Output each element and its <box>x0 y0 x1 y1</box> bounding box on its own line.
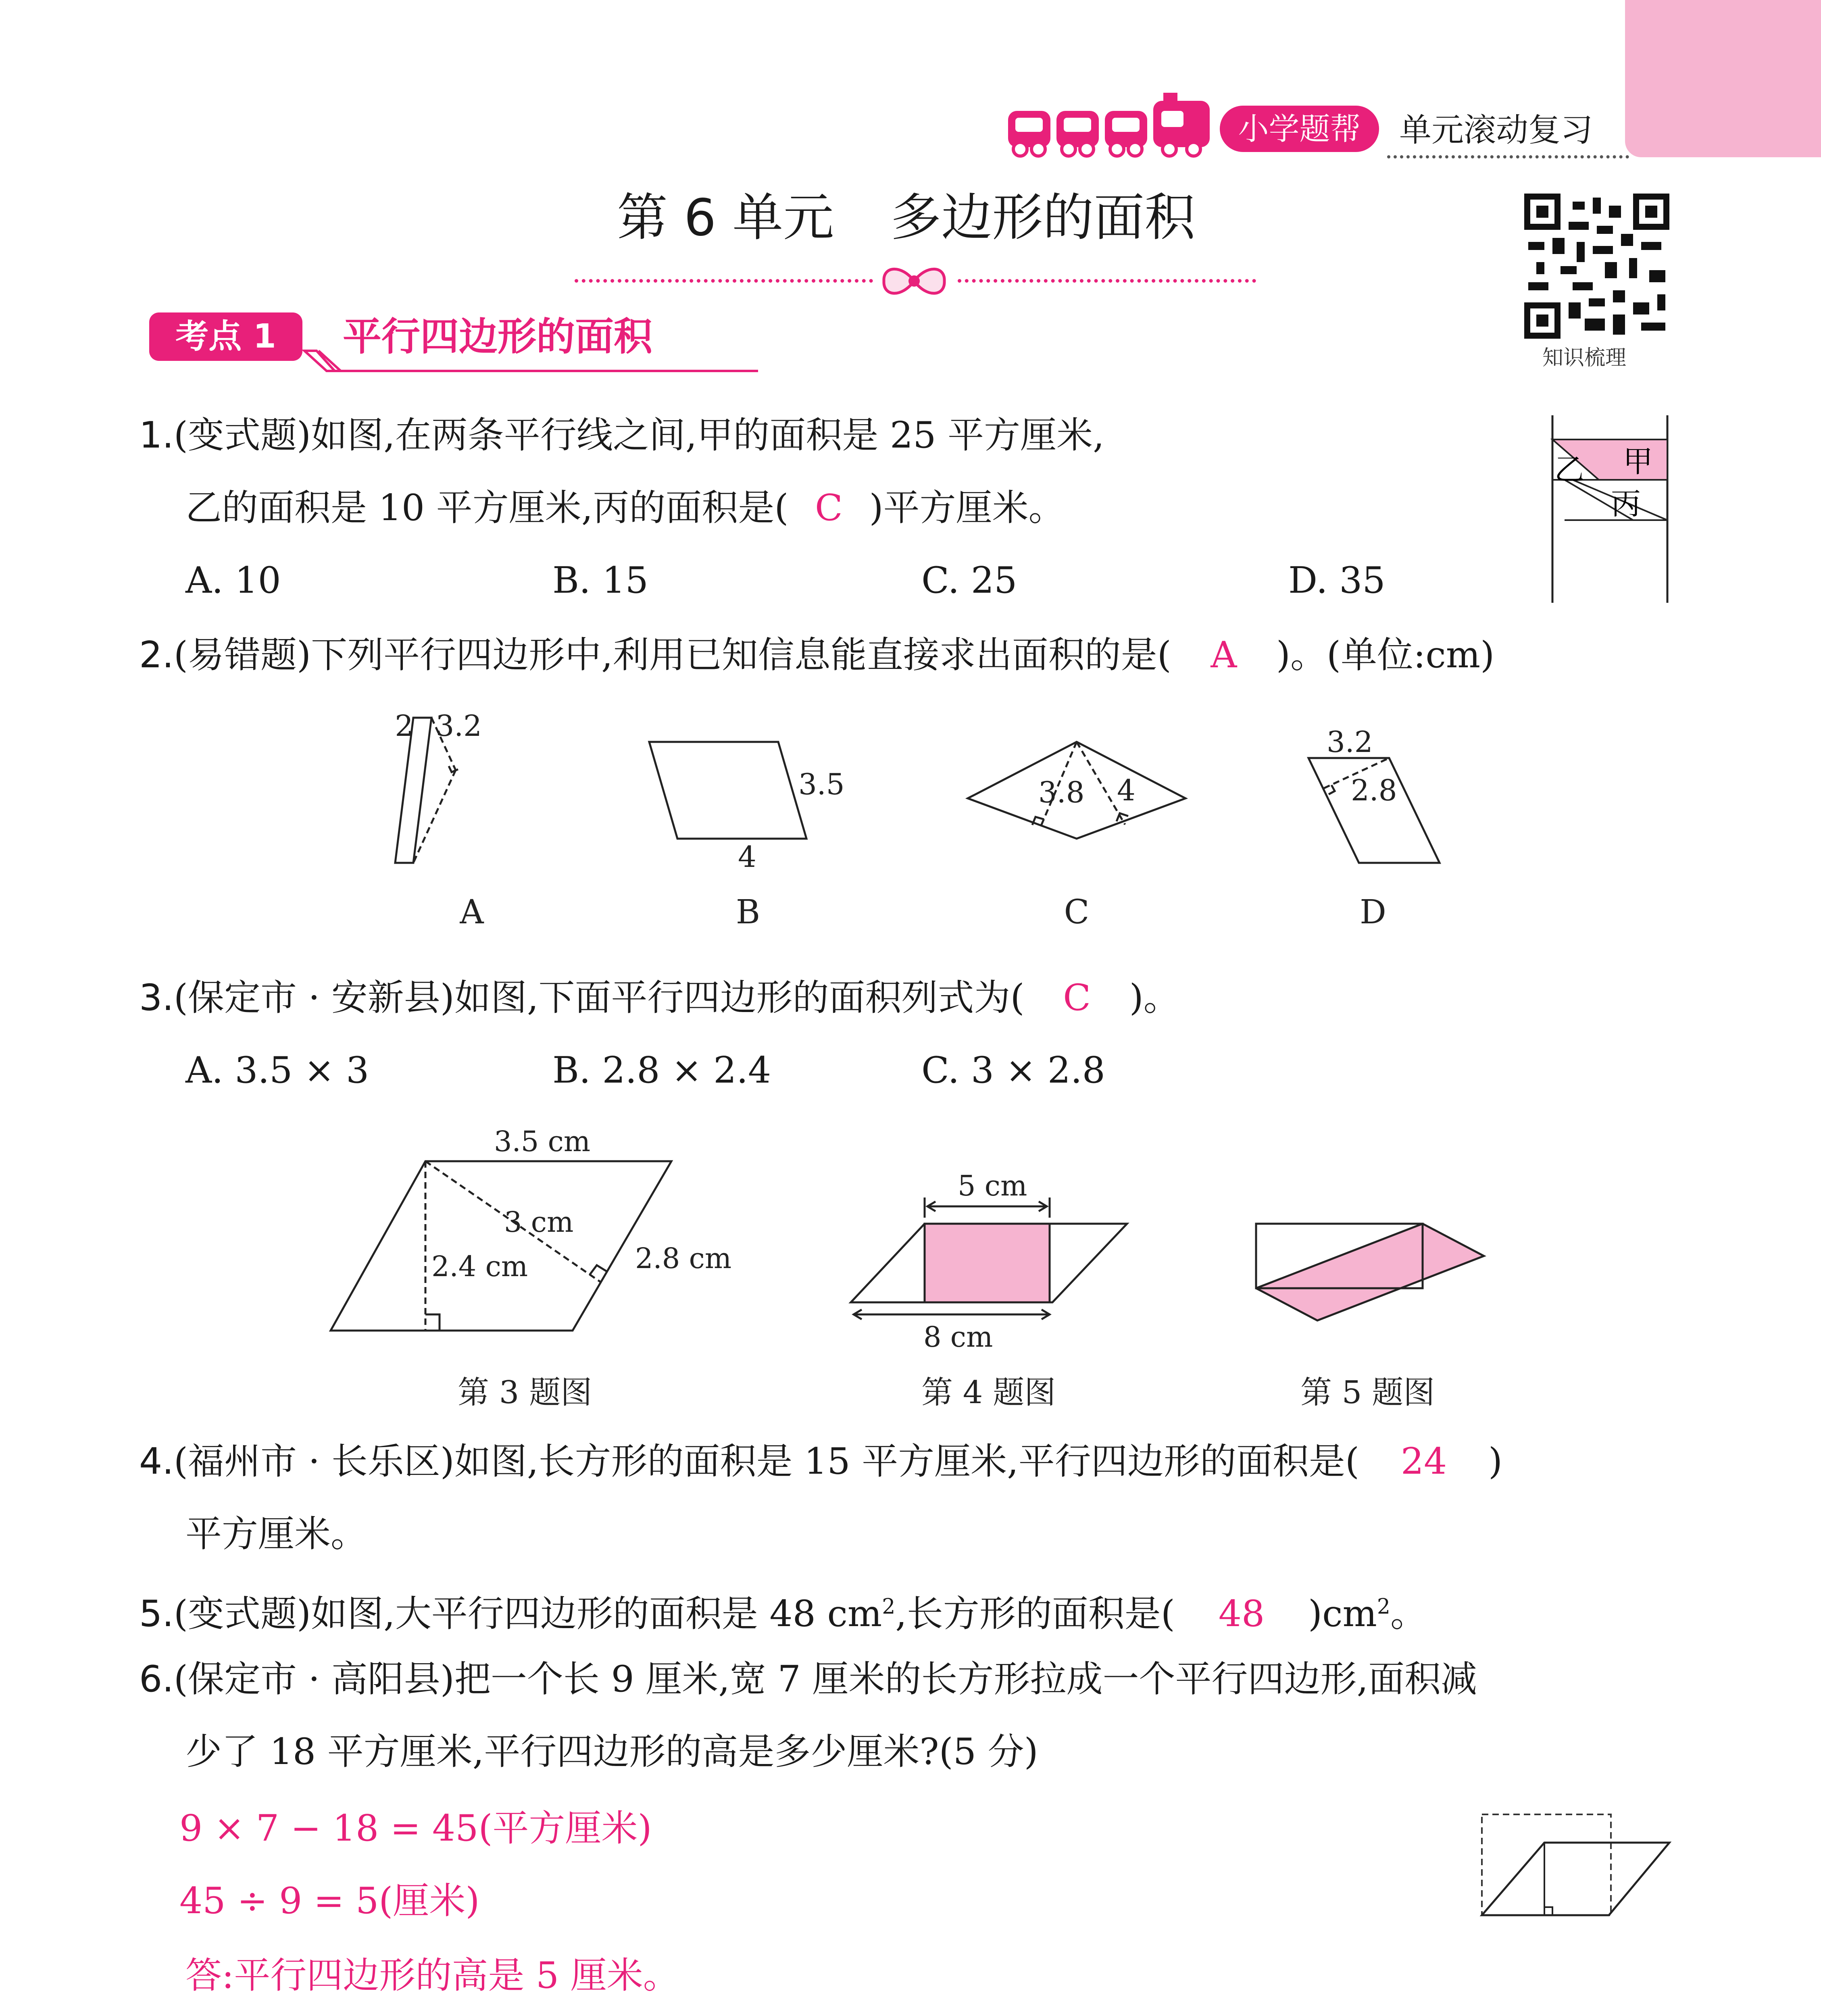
header-dotted-line <box>1387 155 1629 158</box>
question-4-line1 <box>139 1439 1502 1484</box>
q2-text-a: 下列平行四边形中,利用已知信息能直接求出面积的是( <box>311 634 1171 676</box>
q5-text-a: 如图,大平行四边形的面积是 48 cm <box>311 1593 882 1635</box>
q5-text-mid: ,长方形的面积是( <box>895 1593 1175 1635</box>
q2-number: 2. <box>139 634 174 676</box>
q1-option-c: C. 25 <box>921 559 1017 602</box>
q2-b-val1: 3.5 <box>798 767 845 801</box>
q6-number: 6. <box>139 1658 174 1700</box>
q2-tag: (易错题) <box>173 634 311 676</box>
question-6-line2: 少了 18 平方厘米,平行四边形的高是多少厘米?(5 分) <box>185 1731 1038 1773</box>
q3-text-b: )。 <box>1129 977 1180 1019</box>
brand-label: 小学题帮 <box>1238 111 1361 147</box>
q2-a-val1: 2 <box>395 709 413 743</box>
corner-tab <box>1625 0 1821 157</box>
question-1-line2 <box>185 486 1065 530</box>
brand-badge <box>1220 106 1379 152</box>
q1-answer: C <box>815 487 843 529</box>
q5-superscript: 2 <box>882 1595 896 1619</box>
q3-number: 3. <box>139 977 174 1019</box>
q2-fig-label-b: B <box>735 893 760 931</box>
q2-figures <box>383 702 1472 935</box>
q5-number: 5. <box>139 1593 174 1635</box>
fig4-label-top: 5 cm <box>958 1169 1027 1202</box>
fig3-label-top: 3.5 cm <box>494 1125 591 1158</box>
fig3-label-height: 2.4 cm <box>431 1250 528 1283</box>
unit-subtitle: 多边形的面积 <box>890 188 1196 247</box>
q3-option-c: C. 3 × 2.8 <box>921 1049 1105 1091</box>
q1-text-line2a: 乙的面积是 10 平方厘米,丙的面积是( <box>185 487 789 529</box>
fig5-caption: 第 5 题图 <box>1300 1375 1435 1411</box>
q5-text-b: )cm <box>1308 1593 1377 1635</box>
q3-tag: (保定市 · 安新县) <box>173 977 454 1019</box>
q3-option-b: B. 2.8 × 2.4 <box>552 1049 771 1091</box>
q3-option-a: A. 3.5 × 3 <box>185 1049 369 1091</box>
q3-answer: C <box>1063 977 1091 1019</box>
q1-text-line1: 如图,在两条平行线之间,甲的面积是 25 平方厘米, <box>311 414 1104 456</box>
question-5 <box>139 1585 1427 1636</box>
q1-label-yi: 乙 <box>1554 452 1584 487</box>
series-title: 单元滚动复习 <box>1399 111 1593 149</box>
q1-label-bing: 丙 <box>1611 487 1641 521</box>
q2-fig-label-a: A <box>460 893 484 931</box>
q2-d-val1: 3.2 <box>1327 725 1373 759</box>
question-3 <box>139 976 1180 1020</box>
train-icon <box>1004 93 1214 161</box>
q2-c-val2: 4 <box>1117 773 1136 807</box>
qr-caption: 知识梳理 <box>1542 346 1627 370</box>
figures-row <box>315 1117 1516 1415</box>
section-badge <box>149 312 302 361</box>
title-divider-right <box>958 279 1256 283</box>
q5-tag: (变式题) <box>173 1593 311 1635</box>
q2-fig-label-d: D <box>1360 893 1386 931</box>
fig4-caption: 第 4 题图 <box>921 1375 1056 1411</box>
q6-tag: (保定市 · 高阳县) <box>173 1658 454 1700</box>
q6-solution-step2: 45 ÷ 9 = 5(厘米) <box>179 1880 480 1922</box>
unit-number: 第 6 单元 <box>617 188 834 247</box>
q2-b-val2: 4 <box>738 840 756 874</box>
q4-answer: 24 <box>1400 1440 1447 1483</box>
question-4-line2: 平方厘米。 <box>185 1513 367 1555</box>
q1-option-b: B. 15 <box>552 559 648 602</box>
q6-solution-step1: 9 × 7 − 18 = 45(平方厘米) <box>179 1807 652 1849</box>
fig4-label-bottom: 8 cm <box>923 1320 993 1354</box>
question-6-line1 <box>139 1657 1477 1702</box>
q5-text-end: 。 <box>1390 1593 1427 1635</box>
q2-d-val2: 2.8 <box>1351 773 1397 807</box>
q4-text-a: 如图,长方形的面积是 15 平方厘米,平行四边形的面积是( <box>454 1440 1360 1483</box>
bow-icon <box>879 262 950 300</box>
q2-c-val1: 3.8 <box>1038 775 1085 809</box>
qr-code <box>1524 194 1669 339</box>
q1-figure <box>1540 415 1673 605</box>
q2-a-val2: 3.2 <box>435 709 482 743</box>
fig3-label-side: 2.8 cm <box>635 1242 732 1275</box>
unit-title <box>617 187 1195 248</box>
q1-text-line2b: )平方厘米。 <box>869 487 1065 529</box>
q4-number: 4. <box>139 1440 174 1483</box>
q5-superscript-2: 2 <box>1377 1595 1390 1619</box>
title-divider-left <box>575 279 873 283</box>
q2-answer: A <box>1211 634 1237 676</box>
section-title: 平行四边形的面积 <box>343 314 652 359</box>
q6-solution-answer: 答:平行四边形的高是 5 厘米。 <box>185 1954 679 1997</box>
question-2 <box>139 633 1494 677</box>
q2-text-b: )。(单位:cm) <box>1276 634 1495 676</box>
q4-tag: (福州市 · 长乐区) <box>173 1440 454 1483</box>
fig3-caption: 第 3 题图 <box>458 1375 592 1411</box>
q5-answer: 48 <box>1218 1593 1265 1635</box>
q1-tag: (变式题) <box>173 414 311 456</box>
q1-option-d: D. 35 <box>1288 559 1386 602</box>
q3-text-a: 如图,下面平行四边形的面积列式为( <box>454 977 1025 1019</box>
q1-label-jia: 甲 <box>1623 444 1653 479</box>
q1-option-a: A. 10 <box>185 559 281 602</box>
section-badge-label: 考点 1 <box>175 317 276 356</box>
question-1-line1 <box>139 413 1104 458</box>
q1-number: 1. <box>139 414 174 456</box>
q2-fig-label-c: C <box>1064 893 1090 931</box>
q4-text-b: ) <box>1488 1440 1503 1483</box>
q6-text-line1: 把一个长 9 厘米,宽 7 厘米的长方形拉成一个平行四边形,面积减 <box>454 1658 1477 1700</box>
q6-figure <box>1476 1806 1673 1923</box>
fig3-label-diag: 3 cm <box>504 1206 574 1239</box>
